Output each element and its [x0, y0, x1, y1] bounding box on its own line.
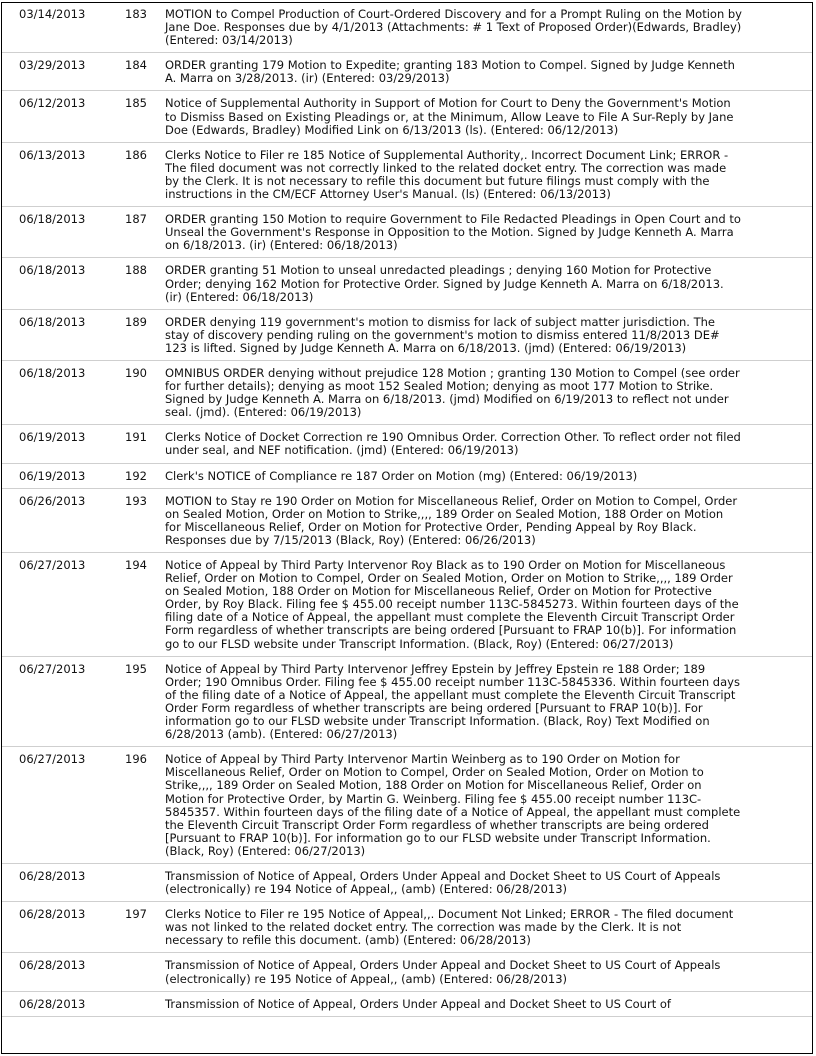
entry-text: Transmission of Notice of Appeal, Orders Under Appeal and Docket Sheet to US Court of Appeals (electronically) re 195 Notice of Appeal,, (amb) (Entered: 06/28/2013) [165, 953, 812, 991]
entry-number: 183 [125, 3, 165, 53]
entry-date: 06/28/2013 [2, 953, 125, 991]
entry-date: 06/27/2013 [2, 553, 125, 657]
entry-text: MOTION to Compel Production of Court-Ordered Discovery and for a Prompt Ruling on the Motion by Jane Doe. Responses due by 4/1/2013 (Attachments: # 1 Text of Proposed Order)(Edwards, Bradley) (Entered: 03/14/2013) [165, 3, 812, 53]
entry-number: 184 [125, 53, 165, 91]
docket-entry [2, 747, 812, 864]
docket-entry [2, 360, 812, 424]
docket-entry [2, 863, 812, 901]
docket-entry [2, 53, 812, 91]
entry-date: 06/12/2013 [2, 91, 125, 142]
entry-number [125, 991, 165, 1016]
entry-text: ORDER granting 150 Motion to require Government to File Redacted Pleadings in Open Court and to Unseal the Government's Response in Opposition to the Motion. Signed by Judge Kenneth A. Marra on 6/18/2013. (ir) (Entered: 06/18/2013) [165, 207, 812, 258]
docket-entry [2, 207, 812, 258]
entry-date: 06/28/2013 [2, 991, 125, 1016]
entry-date: 06/19/2013 [2, 463, 125, 488]
docket-entry [2, 488, 812, 552]
entry-text: ORDER granting 179 Motion to Expedite; granting 183 Motion to Compel. Signed by Judge Kenneth A. Marra on 3/28/2013. (ir) (Entered: 03/29/2013) [165, 53, 812, 91]
entry-date: 06/27/2013 [2, 656, 125, 747]
entry-date: 06/18/2013 [2, 309, 125, 360]
entry-text: Notice of Appeal by Third Party Intervenor Jeffrey Epstein by Jeffrey Epstein re 188 Order; 189 Order; 190 Omnibus Order. Filing fee $ 455.00 receipt number 113C-5845336. Within fourteen days of the filing date of a Notice of Appeal, the appellant must complete the Eleventh Circuit Transcript Order Form regardless of whether transcripts are being ordered [Pursuant to FRAP 10(b)]. For information go to our FLSD website under Transcript Information. (Black, Roy) Text Modified on 6/28/2013 (amb). (Entered: 06/27/2013) [165, 656, 812, 747]
entry-number: 186 [125, 142, 165, 206]
entry-number [125, 863, 165, 901]
docket-entry [2, 91, 812, 142]
docket-entry [2, 258, 812, 309]
entry-text: Clerks Notice of Docket Correction re 190 Omnibus Order. Correction Other. To reflect order not filed under seal, and NEF notification. (jmd) (Entered: 06/19/2013) [165, 425, 812, 463]
entry-text: Clerks Notice to Filer re 195 Notice of Appeal,,. Document Not Linked; ERROR - The filed document was not linked to the related docket entry. The correction was made by the Clerk. It is not necessary to refile this document. (amb) (Entered: 06/28/2013) [165, 902, 812, 953]
docket-entry [2, 142, 812, 206]
docket-entry [2, 3, 812, 53]
docket-entry [2, 656, 812, 747]
entry-date: 06/13/2013 [2, 142, 125, 206]
entry-text: Clerks Notice to Filer re 185 Notice of Supplemental Authority,. Incorrect Document Link; ERROR - The filed document was not correctly linked to the related docket entry. The correction was made by the Clerk. It is not necessary to refile this document but future filings must comply with the instructions in the CM/ECF Attorney User's Manual. (ls) (Entered: 06/13/2013) [165, 142, 812, 206]
entry-date: 06/26/2013 [2, 488, 125, 552]
entry-number: 197 [125, 902, 165, 953]
entry-number: 194 [125, 553, 165, 657]
entry-text: Transmission of Notice of Appeal, Orders Under Appeal and Docket Sheet to US Court of Appeals (electronically) re 194 Notice of Appeal,, (amb) (Entered: 06/28/2013) [165, 863, 812, 901]
entry-text: Transmission of Notice of Appeal, Orders Under Appeal and Docket Sheet to US Court of [165, 991, 812, 1016]
docket-entries [2, 3, 812, 1016]
entry-number: 188 [125, 258, 165, 309]
entry-date: 03/29/2013 [2, 53, 125, 91]
entry-number: 191 [125, 425, 165, 463]
entry-date: 06/18/2013 [2, 207, 125, 258]
entry-date: 06/19/2013 [2, 425, 125, 463]
entry-text: ORDER granting 51 Motion to unseal unredacted pleadings ; denying 160 Motion for Protective Order; denying 162 Motion for Protective Order. Signed by Judge Kenneth A. Marra on 6/18/2013. (ir) (Entered: 06/18/2013) [165, 258, 812, 309]
entry-date: 06/27/2013 [2, 747, 125, 864]
entry-number: 189 [125, 309, 165, 360]
entry-text: Clerk's NOTICE of Compliance re 187 Order on Motion (mg) (Entered: 06/19/2013) [165, 463, 812, 488]
docket-entry [2, 553, 812, 657]
docket-entry [2, 902, 812, 953]
entry-date: 06/28/2013 [2, 863, 125, 901]
entry-number: 195 [125, 656, 165, 747]
docket-entry [2, 991, 812, 1016]
entry-number: 190 [125, 360, 165, 424]
entry-text: Notice of Appeal by Third Party Intervenor Roy Black as to 190 Order on Motion for Miscellaneous Relief, Order on Motion to Compel, Order on Sealed Motion, Order on Motion to Strike,,,, 189 Order on Sealed Motion, 188 Order on Motion for Miscellaneous Relief, Order on Motion for Protective Order, by Roy Black. Filing fee $ 455.00 receipt number 113C-5845273. Within fourteen days of the filing date of a Notice of Appeal, the appellant must complete the Eleventh Circuit Transcript Order Form regardless of whether transcripts are being ordered [Pursuant to FRAP 10(b)]. For information go to our FLSD website under Transcript Information. (Black, Roy) (Entered: 06/27/2013) [165, 553, 812, 657]
entry-date: 06/28/2013 [2, 902, 125, 953]
entry-date: 06/18/2013 [2, 360, 125, 424]
entry-text: Notice of Appeal by Third Party Intervenor Martin Weinberg as to 190 Order on Motion for Miscellaneous Relief, Order on Motion to Compel, Order on Sealed Motion, Order on Motion to Strike,,,, 189 Order on Sealed Motion, 188 Order on Motion for Miscellaneous Relief, Order on Motion for Protective Order, by Martin G. Weinberg. Filing fee $ 455.00 receipt number 113C-5845357. Within fourteen days of the filing date of a Notice of Appeal, the appellant must complete the Eleventh Circuit Transcript Order Form regardless of whether transcripts are being ordered [Pursuant to FRAP 10(b)]. For information go to our FLSD website under Transcript Information. (Black, Roy) (Entered: 06/27/2013) [165, 747, 812, 864]
docket-sheet [1, 2, 813, 1054]
docket-entry [2, 463, 812, 488]
entry-number: 192 [125, 463, 165, 488]
entry-text: OMNIBUS ORDER denying without prejudice 128 Motion ; granting 130 Motion to Compel (see order for further details); denying as moot 152 Sealed Motion; denying as moot 177 Motion to Strike. Signed by Judge Kenneth A. Marra on 6/18/2013. (jmd) Modified on 6/19/2013 to reflect not under seal. (jmd). (Entered: 06/19/2013) [165, 360, 812, 424]
docket-entry [2, 425, 812, 463]
entry-number: 187 [125, 207, 165, 258]
entry-number: 185 [125, 91, 165, 142]
entry-text: Notice of Supplemental Authority in Support of Motion for Court to Deny the Government's Motion to Dismiss Based on Existing Pleadings or, at the Minimum, Allow Leave to File A Sur-Reply by Jane Doe (Edwards, Bradley) Modified Link on 6/13/2013 (ls). (Entered: 06/12/2013) [165, 91, 812, 142]
entry-text: MOTION to Stay re 190 Order on Motion for Miscellaneous Relief, Order on Motion to Compel, Order on Sealed Motion, Order on Motion to Strike,,,, 189 Order on Sealed Motion, 188 Order on Motion for Miscellaneous Relief, Order on Motion for Protective Order, Pending Appeal by Roy Black. Responses due by 7/15/2013 (Black, Roy) (Entered: 06/26/2013) [165, 488, 812, 552]
docket-entry [2, 309, 812, 360]
entry-text: ORDER denying 119 government's motion to dismiss for lack of subject matter jurisdiction. The stay of discovery pending ruling on the government's motion to dismiss entered 11/8/2013 DE# 123 is lifted. Signed by Judge Kenneth A. Marra on 6/18/2013. (jmd) (Entered: 06/19/2013) [165, 309, 812, 360]
docket-table [2, 3, 812, 1017]
entry-number: 193 [125, 488, 165, 552]
entry-date: 06/18/2013 [2, 258, 125, 309]
entry-number [125, 953, 165, 991]
docket-entry [2, 953, 812, 991]
entry-number: 196 [125, 747, 165, 864]
entry-date: 03/14/2013 [2, 3, 125, 53]
